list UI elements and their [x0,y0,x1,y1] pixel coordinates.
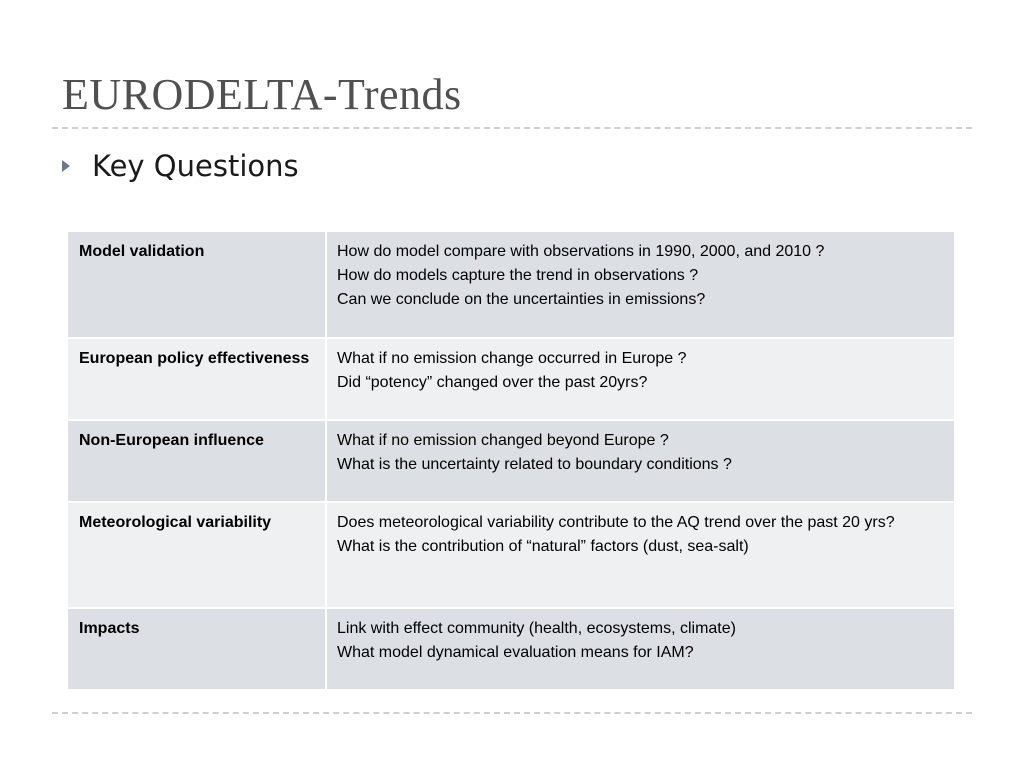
question-text: Did “potency” changed over the past 20yrs? [337,374,648,391]
title-divider [52,127,972,129]
topic-cell: Meteorological variability [68,502,326,608]
slide-title: EURODELTA-Trends [62,70,462,119]
question-text: What if no emission change occurred in Europe ? [337,350,687,367]
topic-cell: Model validation [68,232,326,338]
question-text: What model dynamical evaluation means for IAM? [337,644,694,661]
topic-cell: European policy effectiveness [68,338,326,420]
bullet-text: Key Questions [92,149,299,183]
table-row [68,232,955,338]
topic-cell: Impacts [68,608,326,690]
question-text: How do models capture the trend in observations ? [337,267,699,284]
question-text: What is the uncertainty related to boundary conditions ? [337,456,732,473]
key-questions-table [68,232,956,691]
triangle-bullet-icon [62,160,70,172]
question-text: Can we conclude on the uncertainties in emissions? [337,291,706,308]
bullet-item [62,142,299,190]
topic-cell: Non-European influence [68,420,326,502]
table-row [68,608,955,690]
table-row [68,502,955,608]
question-text: Link with effect community (health, ecosystems, climate) [337,620,736,637]
questions-cell [326,502,955,608]
questions-cell [326,338,955,420]
question-text: What is the contribution of “natural” factors (dust, sea-salt) [337,538,749,555]
question-text: What if no emission changed beyond Europe ? [337,432,669,449]
questions-cell [326,420,955,502]
question-text: Does meteorological variability contribute to the AQ trend over the past 20 yrs? [337,514,895,531]
footer-divider [52,712,972,714]
questions-cell [326,232,955,338]
question-text: How do model compare with observations in 1990, 2000, and 2010 ? [337,243,825,260]
table-row [68,338,955,420]
questions-cell [326,608,955,690]
table-row [68,420,955,502]
